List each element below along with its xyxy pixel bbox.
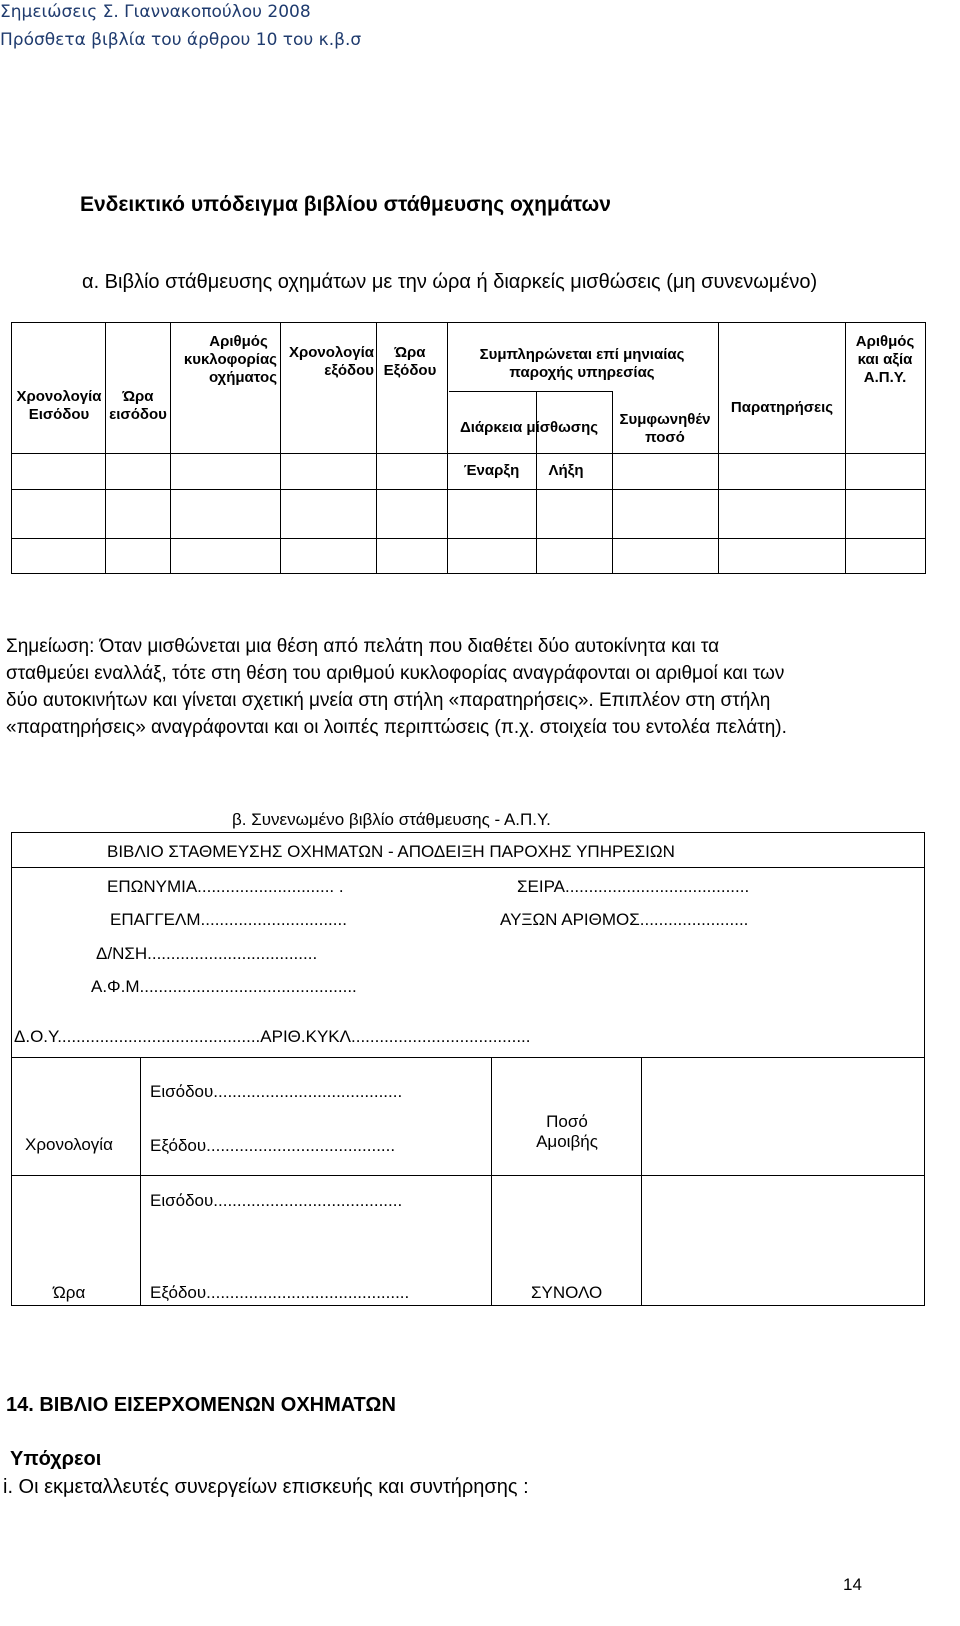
- page-number: 14: [843, 1575, 862, 1594]
- obliged-heading: Υπόχρεοι: [10, 1448, 102, 1470]
- col-exit-date-header: Χρονολογία εξόδου: [288, 344, 374, 379]
- note-paragraph: Σημείωση: Όταν μισθώνεται μια θέση από πελάτη που διαθέτει δύο αυτοκίνητα και τα σταθμεύει εναλλάξ, τότε στη θέση του αριθμού κυκλοφορίας αναγράφονται οι αριθμοί και των δύο αυτοκινήτων και γίνεται σχετική μνεία στη στήλη «παρατηρήσεις». Επιπλέον στη στήλη «παρατηρήσεις» αναγράφονται και οι λοιπές περιπτώσεις (π.χ. στοιχεία του εντολέα πελάτη).: [6, 636, 787, 738]
- apy-number-header: Αριθμός και αξία Α.Π.Υ.: [855, 333, 915, 386]
- page-heading: Ενδεικτικό υπόδειγμα βιβλίου στάθμευσης οχημάτων: [80, 193, 611, 216]
- header-line-1: Σημειώσεις Σ. Γιαννακοπούλου 2008: [0, 2, 311, 22]
- series-field: ΣΕΙΡΑ.......................................: [517, 877, 750, 896]
- col-exit-time-header: Ώρα Εξόδου: [383, 344, 437, 379]
- exit-time-field: Εξόδου...........................................: [150, 1283, 410, 1302]
- end-header: Λήξη: [548, 462, 584, 479]
- doy-plate-field: Δ.Ο.Υ...........................................ΑΡΙΘ.ΚΥΚΛ......................................: [14, 1027, 531, 1046]
- section-14-heading: 14. ΒΙΒΛΙΟ ΕΙΣΕΡΧΟΜΕΝΩΝ ΟΧΗΜΑΤΩΝ: [6, 1394, 396, 1416]
- remarks-header: Παρατηρήσεις: [730, 399, 834, 416]
- header-line-2: Πρόσθετα βιβλία του άρθρου 10 του κ.β.σ: [0, 30, 362, 50]
- subheading-b: β. Συνενωμένο βιβλίο στάθμευσης - Α.Π.Υ.: [232, 810, 551, 829]
- fee-label: Ποσό Αμοιβής: [536, 1112, 598, 1151]
- time-label: Ώρα: [53, 1283, 86, 1302]
- monthly-service-header: Συμπληρώνεται επί μηνιαίας παροχής υπηρεσίας: [479, 346, 685, 381]
- entry-time-field: Εισόδου........................................: [150, 1191, 403, 1210]
- agreed-amount-header: Συμφωνηθέν ποσό: [619, 411, 711, 446]
- form-title: ΒΙΒΛΙΟ ΣΤΑΘΜΕΥΣΗΣ ΟΧΗΜΑΤΩΝ - ΑΠΟΔΕΙΞΗ ΠΑΡΟΧΗΣ ΥΠΗΡΕΣΙΩΝ: [107, 842, 675, 861]
- entry-date-field: Εισόδου........................................: [150, 1082, 403, 1101]
- col-entry-date-header: Χρονολογία Εισόδου: [16, 388, 102, 423]
- item-i: i. Οι εκμεταλλευτές συνεργείων επισκευής και συντήρησης :: [3, 1476, 529, 1498]
- exit-date-field: Εξόδου........................................: [150, 1136, 396, 1155]
- rental-duration-header: Διάρκεια μίσθωσης: [459, 419, 599, 436]
- col-plate-number-header: Αριθμός κυκλοφορίας οχήματος: [183, 333, 277, 386]
- start-header: Έναρξη: [463, 462, 520, 479]
- surname-field: ΕΠΩΝΥΜΙΑ............................. .: [107, 877, 344, 896]
- serial-number-field: ΑΥΞΩΝ ΑΡΙΘΜΟΣ.......................: [500, 910, 749, 929]
- afm-field: Α.Φ.Μ..............................................: [91, 977, 357, 996]
- subheading-a: α. Βιβλίο στάθμευσης οχημάτων με την ώρα ή διαρκείς μισθώσεις (μη συνενωμένο): [82, 271, 818, 293]
- col-entry-time-header: Ώρα εισόδου: [109, 388, 167, 423]
- total-label: ΣΥΝΟΛΟ: [531, 1283, 603, 1302]
- profession-field: ΕΠΑΓΓΕΛΜ...............................: [110, 910, 347, 929]
- date-label: Χρονολογία: [25, 1135, 113, 1154]
- address-field: Δ/ΝΣΗ....................................: [96, 944, 318, 963]
